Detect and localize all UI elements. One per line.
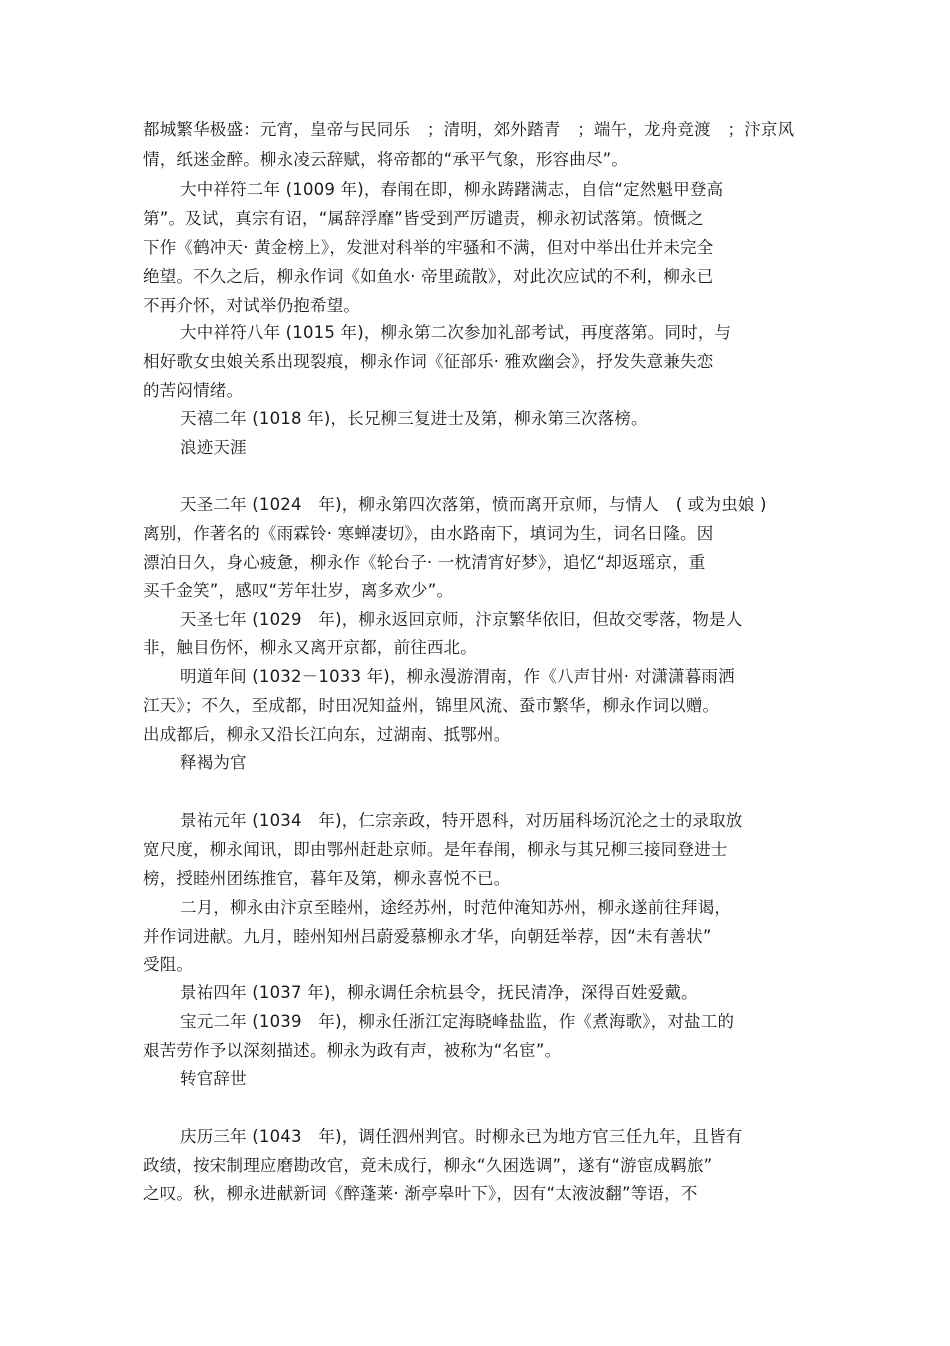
text-line: 下作《鹤冲天· 黄金榜上》，发泄对科举的牢骚和不满，但对中举出仕并未完全 [143,238,714,257]
text-line: 明道年间 (1032－1033 年)，柳永漫游渭南，作《八声甘州· 对潇潇暮雨洒 [180,667,735,686]
text-line: 非，触目伤怀，柳永又离开京都，前往西北。 [143,638,477,657]
text-line: 艰苦劳作予以深刻描述。柳永为政有声，被称为“名宦”。 [143,1041,562,1060]
text-line: 榜，授睦州团练推官，暮年及第，柳永喜悦不已。 [143,869,511,888]
text-line: 都城繁华极盛：元宵，皇帝与民同乐 ；清明，郊外踏青 ；端午，龙舟竞渡 ；汴京风 [143,120,795,139]
text-line: 情，纸迷金醉。柳永凌云辞赋，将帝都的“承平气象，形容曲尽”。 [143,150,629,169]
text-line: 大中祥符八年 (1015 年)，柳永第二次参加礼部考试，再度落第。同时，与 [180,323,732,342]
text-line: 离别，作著名的《雨霖铃· 寒蝉凄切》，由水路南下，填词为生，词名日隆。因 [143,524,714,543]
text-line: 政绩，按宋制理应磨勘改官，竟未成行，柳永“久困选调”，遂有“游宦成羁旅” [143,1156,713,1175]
text-line: 天圣七年 (1029 年)，柳永返回京师，汴京繁华依旧，但故交零落，物是人 [180,610,743,629]
text-line: 买千金笑”，感叹“芳年壮岁，离多欢少”。 [143,581,454,600]
text-line: 二月，柳永由汴京至睦州，途经苏州，时范仲淹知苏州，柳永遂前往拜谒， [180,898,732,917]
text-line: 第”。及试，真宗有诏，“属辞浮靡”皆受到严厉谴责，柳永初试落第。愤慨之 [143,209,704,228]
text-line: 漂泊日久，身心疲惫，柳永作《轮台子· 一枕清宵好梦》，追忆“却返瑶京，重 [143,553,706,572]
text-line: 景祐四年 (1037 年)，柳永调任余杭县令，抚民清净，深得百姓爱戴。 [180,983,698,1002]
text-line: 受阻。 [143,955,194,974]
text-line: 庆历三年 (1043 年)，调任泗州判官。时柳永已为地方官三任九年，且皆有 [180,1127,743,1146]
text-line: 不再介怀，对试举仍抱希望。 [143,296,361,315]
section-heading: 释褐为官 [180,753,247,772]
text-line: 大中祥符二年 (1009 年)，春闱在即，柳永踌躇满志，自信“定然魁甲登高 [180,180,724,199]
section-heading: 浪迹天涯 [180,438,247,457]
text-line: 天圣二年 (1024 年)，柳永第四次落第，愤而离开京师，与情人 ( 或为虫娘 ) [180,495,767,514]
text-line: 天禧二年 (1018 年)，长兄柳三复进士及第，柳永第三次落榜。 [180,409,648,428]
text-line: 相好歌女虫娘关系出现裂痕，柳永作词《征部乐· 雅欢幽会》，抒发失意兼失恋 [143,352,714,371]
text-line: 宝元二年 (1039 年)，柳永任浙江定海晓峰盐监，作《煮海歌》，对盐工的 [180,1012,735,1031]
text-line: 景祐元年 (1034 年)，仁宗亲政，特开恩科，对历届科场沉沦之士的录取放 [180,811,743,830]
text-line: 并作词进献。九月，睦州知州吕蔚爱慕柳永才华，向朝廷举荐，因“未有善状” [143,927,712,946]
text-line: 出成都后，柳永又沿长江向东，过湖南、抵鄂州。 [143,725,511,744]
section-heading: 转官辞世 [180,1069,247,1088]
text-line: 之叹。秋，柳永进献新词《醉蓬莱· 渐亭皋叶下》，因有“太液波翻”等语，不 [143,1184,698,1203]
text-line: 的苦闷情绪。 [143,381,244,400]
text-line: 绝望。不久之后，柳永作词《如鱼水· 帝里疏散》，对此次应试的不利，柳永已 [143,267,714,286]
text-line: 江天》；不久，至成都，时田况知益州，锦里风流、蚕市繁华，柳永作词以赠。 [143,696,720,715]
text-line: 宽尺度，柳永闻讯，即由鄂州赶赴京师。是年春闱，柳永与其兄柳三接同登进士 [143,840,728,859]
